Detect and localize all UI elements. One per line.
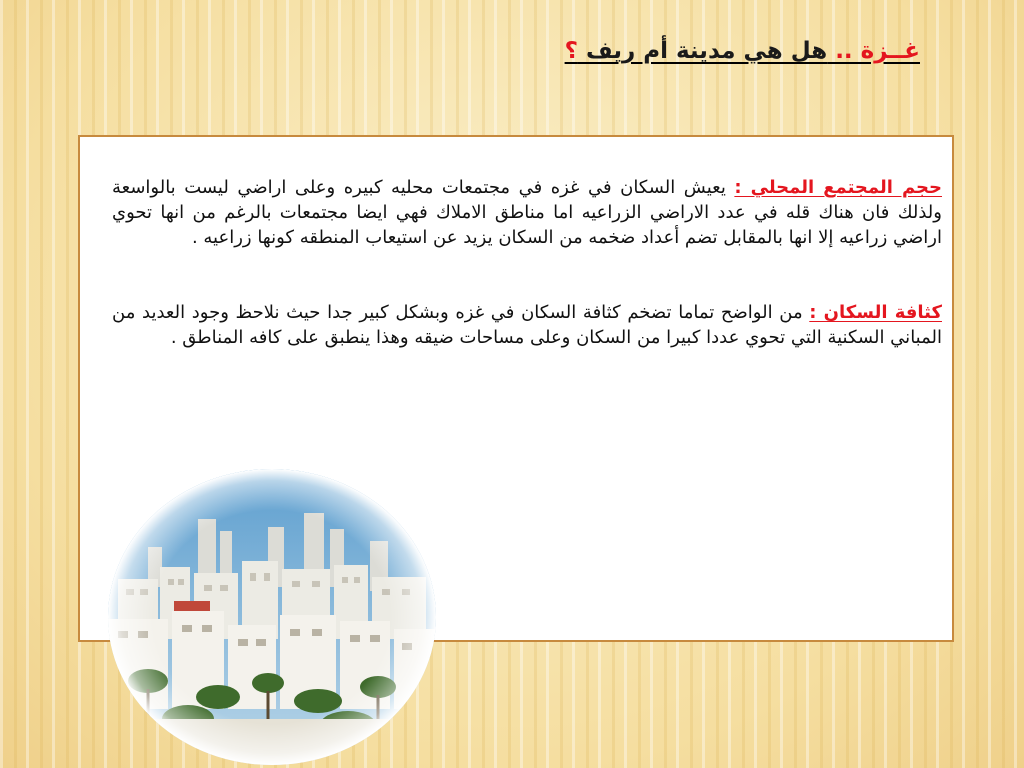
- text-population-density: من الواضح تماما تضخم كثافة السكان في غزه وبشكل كبير جدا حيث نلاحظ وجود العديد من المباني السكنية التي تحوي عددا كبيرا من السكان وعلى مساحات ضيقه وهذا ينطبق على كافه المناطق .: [112, 302, 942, 348]
- title-gaza: غــزة ..: [827, 38, 920, 64]
- term-population-density: كثافة السكان :: [809, 302, 942, 323]
- paragraph-population-density: [112, 300, 942, 350]
- title-question: هل هي مدينة أم ريف: [577, 38, 828, 64]
- content-text: [112, 175, 942, 350]
- text-community-size: يعيش السكان في غزه في مجتمعات محليه كبيره وعلى اراضي ليست بالواسعة ولذلك فان هناك قله في عدد الاراضي الزراعيه اما مناطق الاملاك فهي ايضا مجتمعات بالرغم من انها تحوي اراضي زراعيه إلا انها بالمقابل تضم أعداد ضخمه من السكان يزيد عن استيعاب المنطقه كونها زراعيه .: [112, 177, 942, 248]
- slide-title: [565, 38, 920, 64]
- city-photo: [108, 469, 436, 765]
- title-question-mark: ؟: [564, 38, 578, 64]
- term-community-size: حجم المجتمع المحلي :: [734, 177, 942, 198]
- paragraph-community-size: [112, 175, 942, 250]
